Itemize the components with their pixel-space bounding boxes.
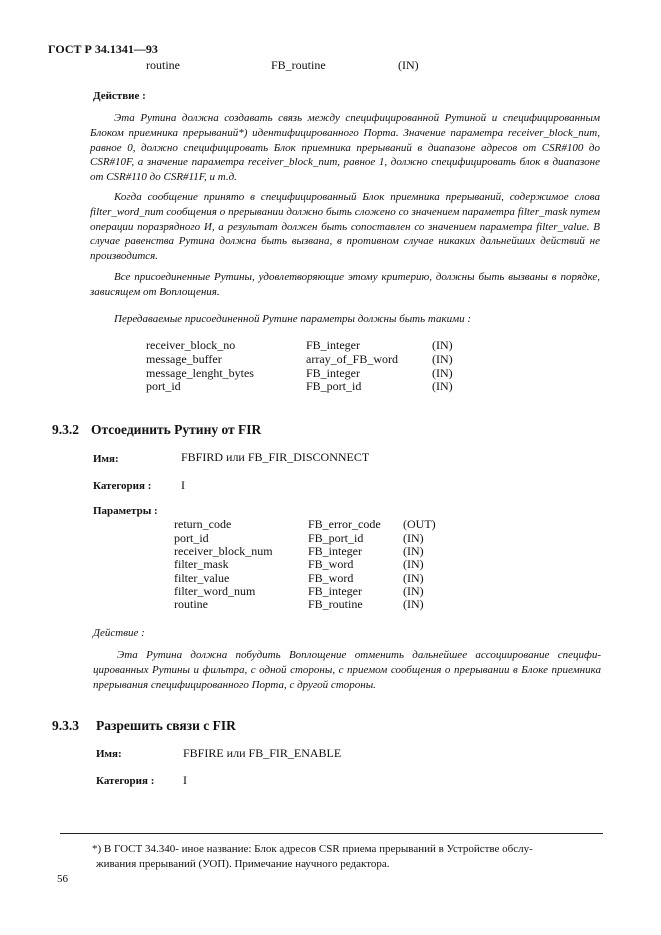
document-id: ГОСТ Р 34.1341—93 (48, 42, 158, 56)
param-type: FB_integer (308, 544, 362, 558)
action-paragraph: Все присоединенные Рутины, удовлетворяющие этому критерию, должны быть вызваны в порядке, зависящем от Воплощения. (90, 271, 600, 298)
category-value: I (181, 478, 185, 492)
param-direction: (IN) (403, 531, 424, 545)
section-title: Разрешить связи с FIR (96, 718, 236, 733)
param-type: array_of_FB_word (306, 352, 398, 366)
param-direction: (IN) (403, 584, 424, 598)
param-type: FB_integer (308, 584, 362, 598)
section-number: 9.3.2 (52, 422, 79, 437)
param-name: filter_word_num (174, 584, 256, 598)
action-paragraph: Эта Рутина должна создавать связь между специфицированной Рутиной и специфицированным Блоком приемника прерываний*) идентифицированного Порта. Значение параметра receiver_block_num, равное 0, должно специфицировать Блок приемника прерываний в диапазоне адресов от CSR#100 до CSR#10F, а значение параметра receiver_block_num, равное 1, должно специфицировать блок в диапазоне от CSR#110 до CSR#11F, и т.д. (90, 112, 600, 184)
param-type: FB_port_id (308, 531, 364, 545)
param-type: FB_error_code (308, 517, 381, 531)
table-row (0, 352, 661, 366)
table-row (0, 597, 661, 611)
param-direction: (IN) (398, 58, 419, 72)
name-value: FBFIRE или FB_FIR_ENABLE (183, 746, 342, 760)
category-label: Категория : (93, 480, 152, 492)
param-direction: (IN) (432, 366, 453, 380)
params-label: Параметры : (93, 505, 158, 517)
param-name: message_lenght_bytes (146, 366, 254, 380)
param-direction: (IN) (432, 338, 453, 352)
table-row (0, 366, 661, 380)
footnote-divider (60, 833, 603, 834)
footnote-line: *) В ГОСТ 34.340- иное название: Блок адресов CSR приема прерываний в Устройстве обслу- (92, 843, 533, 855)
param-direction: (IN) (432, 379, 453, 393)
table-row (0, 571, 661, 585)
table-row (0, 544, 661, 558)
param-type: FB_integer (306, 338, 360, 352)
section-number: 9.3.3 (52, 718, 79, 733)
param-type: FB_port_id (306, 379, 362, 393)
table-row (0, 379, 661, 393)
param-name: routine (174, 597, 208, 611)
param-name: filter_mask (174, 557, 229, 571)
footnote-line: живания прерываний (УОП). Примечание научного редактора. (96, 858, 390, 870)
param-name: routine (146, 58, 180, 72)
param-direction: (OUT) (403, 517, 436, 531)
name-value: FBFIRD или FB_FIR_DISCONNECT (181, 450, 370, 464)
action-paragraph: Эта Рутина должна побудить Воплощение отменить дальнейшее ассоциирование специфицированных Рутины и фильтра, с одной стороны, с приемом сообщения о прерывании в Блоке приемника прерывания специфицированного Порта, с другой стороны. (93, 649, 601, 691)
table-row (0, 557, 661, 571)
category-label: Категория : (96, 775, 155, 787)
param-name: message_buffer (146, 352, 222, 366)
table-row (0, 531, 661, 545)
param-name: filter_value (174, 571, 230, 585)
table-row (0, 517, 661, 531)
param-name: return_code (174, 517, 232, 531)
param-name: receiver_block_no (146, 338, 236, 352)
param-direction: (IN) (403, 557, 424, 571)
param-direction: (IN) (403, 597, 424, 611)
param-type: FB_word (308, 557, 354, 571)
param-name: receiver_block_num (174, 544, 273, 558)
param-direction: (IN) (403, 571, 424, 585)
category-value: I (183, 773, 187, 787)
action-paragraph: Передаваемые присоединенной Рутине параметры должны быть такими : (114, 313, 472, 325)
param-type: FB_word (308, 571, 354, 585)
param-direction: (IN) (403, 544, 424, 558)
param-name: port_id (174, 531, 209, 545)
action-label: Действие : (93, 627, 145, 639)
name-label: Имя: (93, 453, 119, 465)
table-row (0, 584, 661, 598)
name-label: Имя: (96, 748, 122, 760)
page-number: 56 (57, 873, 68, 885)
param-row (0, 58, 661, 74)
section-title: Отсоединить Рутину от FIR (91, 422, 262, 437)
param-type: FB_routine (271, 58, 326, 72)
param-type: FB_integer (306, 366, 360, 380)
table-row (0, 338, 661, 352)
param-name: port_id (146, 379, 181, 393)
param-type: FB_routine (308, 597, 363, 611)
action-paragraph: Когда сообщение принято в специфицированный Блок приемника прерываний, содержимое слова filter_word_num сообщения о прерывании должно быть сложено со значением параметра filter_mask путем операции поразрядного И, а результат должен быть сопоставлен со значением параметра filter_value. В случае равенства Рутина должна быть вызвана, в противном случае никаких дальнейших действий не производится. (90, 191, 600, 263)
action-label: Действие : (93, 90, 146, 102)
param-direction: (IN) (432, 352, 453, 366)
